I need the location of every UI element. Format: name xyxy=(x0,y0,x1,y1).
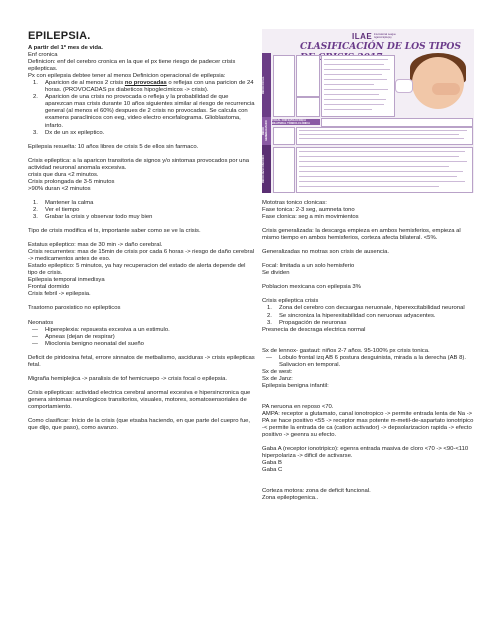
paragraph: >90% duran <2 minutos xyxy=(28,185,91,192)
info-box xyxy=(296,97,320,117)
paragraph: Como clasificar: Inicio de la crisis (que etsaba haciendo, en que parte del cuepro fue, que dijo, que paso), como avanzo. xyxy=(28,417,251,432)
list-text: Aparicion de al menos 2 crisis xyxy=(45,80,125,87)
list-item: — Apneas (dejan de respirar) xyxy=(28,334,256,341)
paragraph: Corteza motora: zona de deficit funcional. xyxy=(262,488,371,495)
list-item xyxy=(28,207,256,214)
info-box xyxy=(273,127,295,145)
paragraph: Neonatos xyxy=(28,319,54,326)
paragraph: Estado epileptico: 5 minutos, ya hay recuperacion del estado de alerta depende del tipo de crisis. xyxy=(28,263,246,277)
list-number: 1. xyxy=(267,305,272,312)
list-item xyxy=(28,130,256,137)
band-unknown: INICIO DESCONOCIDO xyxy=(262,145,271,193)
list-item xyxy=(28,94,256,129)
paragraph: Epilepsia resuelta: 10 años libres de crisis 5 de ellos sin farmaco. xyxy=(28,143,199,150)
paragraph: Gaba B xyxy=(262,460,282,467)
paragraph: Se dividen xyxy=(262,270,290,277)
list-number: 1. xyxy=(33,199,38,206)
right-column xyxy=(262,200,474,502)
paragraph: Crisis prolongada de 3-5 minutos xyxy=(28,178,115,185)
paragraph: Migraña hemiplejica -> paralisis de tof hemicruepo -> crisis focal o epilepsia. xyxy=(28,375,228,382)
paragraph: Fase tonica: 2-3 seg, aumneta tono xyxy=(262,207,355,214)
paragraph: Presnecia de descraga electrica normal xyxy=(262,326,366,333)
paragraph: Crisis epileptica crisis xyxy=(262,298,319,305)
paragraph: Crisis epilepticas: actividad electrica cerebral anormal excesiva e hipersincronica que genera sintomas neurologicos transitorios, visuales, motores, somatosensoriales de comportamiento. xyxy=(28,389,251,410)
info-header: FOCAL CON EVOLUCIÓN A BILATERAL TÓNICO-CLÓNICA xyxy=(272,119,320,125)
list-text: Mantener la calma xyxy=(45,199,94,206)
list-item: — Mioclonia benigno neonatal del sueño xyxy=(28,341,256,348)
paragraph: AMPA: receptor a glutamato, canal ionotropico -> permite entrada lenta de Na -> PA se hace positivo <55 -> receptor mas potente m-metil-de-aspartato ionotripico -< permite la entrada de ca (cation activador) -> depsolarizacion rapida -> efecto positivo -> geenra su efecto. xyxy=(262,410,474,439)
paragraph: Focal: limitada a un solo hemisferio xyxy=(262,263,355,270)
paragraph: Mototras tonico clonicas: xyxy=(262,200,327,206)
paragraph: Px con epilepsia debtee tener al menos Definicion operacional de epilepsia: xyxy=(28,73,226,80)
paragraph: Fase clonica: seg a min movimientos xyxy=(262,214,359,221)
infographic-title: CLASIFICACIÓN DE LOS TIPOS xyxy=(300,41,461,52)
list-item xyxy=(262,313,474,320)
propagation-list xyxy=(262,305,474,326)
list-item xyxy=(28,214,256,221)
list-number: 2. xyxy=(33,206,38,213)
list-item: — Lobulo frontal izq AB 6 postura desguinista, mirada a la derecha (AB 8). Salivacion en temporal. xyxy=(262,355,474,369)
list-text: o reflejas con una paricion de 24 horas. (PROVOCADAS px diabeticos hipoglecimicos -> crisis). xyxy=(45,80,254,94)
list-text: Se sincroniza la hiperexitabilidad con neruonas adyacentes. xyxy=(279,312,436,319)
paragraph: Trastorno paroxistico no epilepticos xyxy=(28,305,121,312)
band-generalized: INICIO GENERALIZADO xyxy=(262,117,271,145)
paragraph: Frontal dormido xyxy=(28,284,70,291)
speech-bubble xyxy=(395,79,413,93)
paragraph: Crisis generalizada: la descarga empieza en ambos hemisferios, empieza al mismo tiempo en ambos hemisferios, corteza afecta bilateral. <5%. xyxy=(262,228,461,242)
paragraph: Estatus epileptico: mas de 30 min -> daño cerebral. xyxy=(28,242,163,249)
list-text: Ver el tiempo xyxy=(45,206,80,213)
list-text: Dx de un sx epileptico. xyxy=(45,129,105,136)
paragraph: Gaba C xyxy=(262,467,283,474)
info-box xyxy=(273,55,295,117)
list-text: Aparicion de una crisis no provocada o refleja y la probabilidad de que aparezcan mas crisis durante 10 años siguientes similar al riesgo de recurrencia general (al menos el 60%) despues de 2 crisis no provocadas. Se calcula con examens paraclinicos con eeg, video electro encefalograma. Glioblastoma, infarto. xyxy=(45,94,255,129)
paragraph: Gaba A (receptor ionotripico): egenra entrada masiva de cloro <70 -> <90-<110 hiperpolariza -> dificil de activarse. xyxy=(262,446,469,460)
paragraph: Crisis febril -> epilepsia. xyxy=(28,291,91,298)
classification-infographic xyxy=(262,29,474,193)
paragraph: Epilepsia temporal inmedisya xyxy=(28,277,105,284)
left-column xyxy=(28,28,256,432)
list-item xyxy=(28,200,256,207)
list-number: 2. xyxy=(267,312,272,319)
ilae-logo-subtitle: International League Against Epilepsy xyxy=(374,33,396,39)
paragraph: Crisis recurrentes: mas de 15min de crisis por cada 6 horas -> riesgo de daño cerebral -> medicamentos antes de eso. xyxy=(28,249,255,263)
paragraph: Crisis epileptica: a la aparicon transitoria de signos y/o sintomas provocados por una actividad neuronal anomala excesiva. xyxy=(28,157,250,171)
neonatos-list xyxy=(28,327,256,348)
list-number: 3. xyxy=(33,129,38,136)
paragraph: Zona epileptogenica.. xyxy=(262,495,319,502)
list-number: 3. xyxy=(33,213,38,220)
list-item: — Hipereplexia: repsuesta excesiva a un estimulo. xyxy=(28,327,256,334)
lennox-list xyxy=(262,355,474,369)
paragraph: Epilepsia benigna infantil: xyxy=(262,382,329,389)
paragraph: Sx de lennox- gastaut: niños 2-7 años. 95-100% px crisis tonica. xyxy=(262,347,430,354)
paragraph: Sx de west: xyxy=(262,368,293,375)
paragraph: Definicion: enf del cerebro cronica en la que el px tiene riesgo de padecer crisis epilepticas. xyxy=(28,59,236,73)
action-list xyxy=(28,200,256,221)
band-focal: INICIO FOCAL xyxy=(262,53,271,117)
list-item xyxy=(28,80,256,94)
list-text: Grabar la crisis y observar todo muy bien xyxy=(45,213,153,220)
document-title: EPILEPSIA. xyxy=(28,30,91,42)
paragraph: Deficit de piridoxina fetal, errore sinnatos de metbalismo, asciduras -> crisis epilepticas fetal. xyxy=(28,354,255,368)
list-text: Propagación de neuronas xyxy=(279,319,347,326)
paragraph: Enf cronica xyxy=(28,52,58,59)
list-item xyxy=(262,320,474,327)
info-box xyxy=(273,147,295,193)
list-number: 2. xyxy=(33,94,38,101)
info-box xyxy=(296,55,320,97)
paragraph: crisis que dura <2 minutos. xyxy=(28,171,99,178)
paragraph: Tipo de crisis modifica el tx, importante saber como se ve la crisis. xyxy=(28,228,201,235)
subtitle: A partir del 1º mes de vida. xyxy=(28,45,103,51)
paragraph: Sx de Janz: xyxy=(262,375,293,382)
info-box xyxy=(321,118,473,127)
hand-illustration xyxy=(432,83,460,95)
list-text: Zona del cerebro con decsargas neruonale, hiperexcitabilidad neuronal xyxy=(279,305,465,312)
definition-list xyxy=(28,80,256,136)
list-item xyxy=(262,305,474,312)
emphasis-text: no provocadas xyxy=(124,80,167,87)
list-number: 3. xyxy=(267,319,272,326)
list-number: 1. xyxy=(33,80,38,87)
paragraph: Poblacion mexicana con epilepsia 3% xyxy=(262,284,361,291)
paragraph: Generalizadas no motras son crisis de ausencia. xyxy=(262,249,390,256)
paragraph: PA neruona en reposo <70. xyxy=(262,403,334,410)
ilae-logo: ILAE xyxy=(352,32,373,41)
